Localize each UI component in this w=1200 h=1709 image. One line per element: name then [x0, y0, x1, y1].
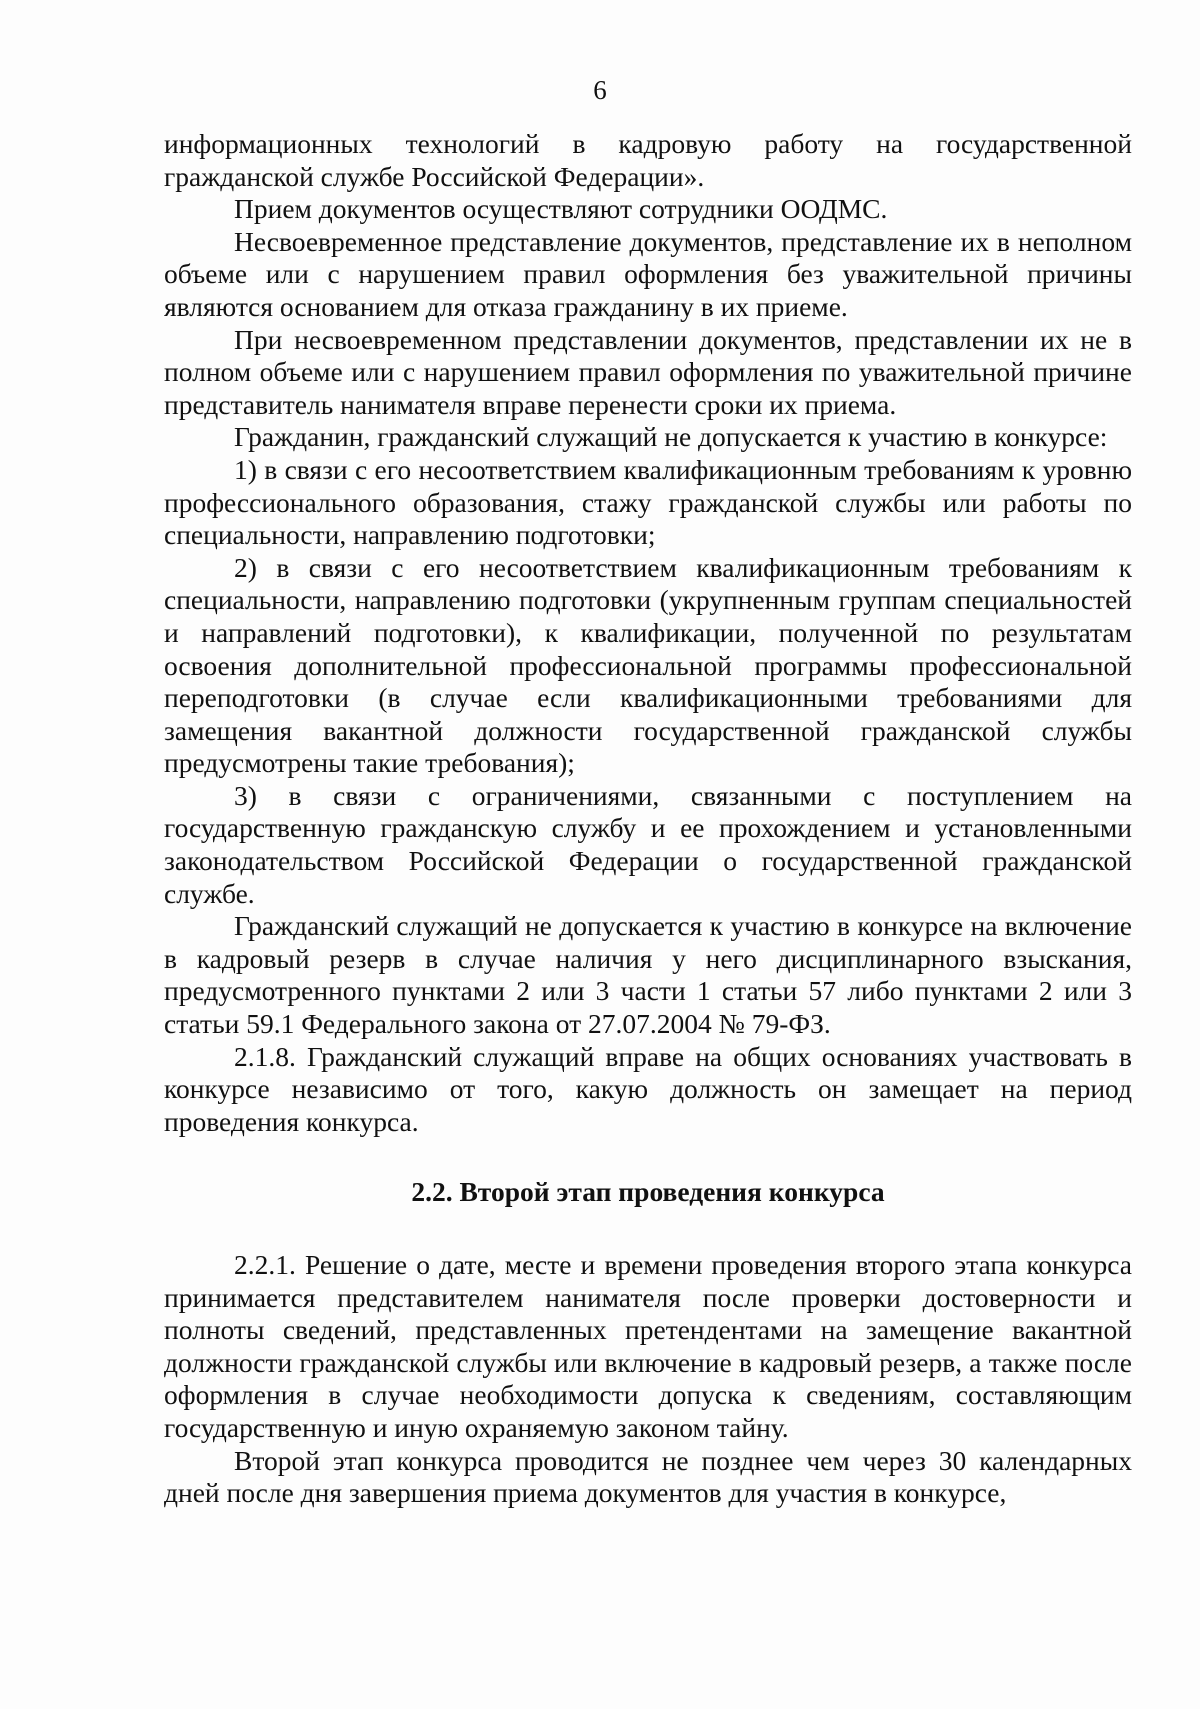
- spacer: [164, 1138, 1132, 1176]
- list-item-3: 3) в связи с ограничениями, связанными с поступлением на государственную гражданскую службу и ее прохождением и установленными законодательством Российской Федерации о государственной гражданской службе.: [164, 779, 1132, 909]
- list-item-1: 1) в связи с его несоответствием квалификационным требованиям к уровню профессионального образования, стажу гражданской службы или работы по специальности, направлению подготовки;: [164, 453, 1132, 551]
- paragraph-not-admitted: Гражданин, гражданский служащий не допускается к участию в конкурсе:: [234, 421, 1108, 453]
- paragraph-2-2-1: 2.2.1. Решение о дате, месте и времени проведения второго этапа конкурса принимается представителем нанимателя после проверки достоверности и полноты сведений, представленных претендентами на замещение вакантной должности гражданской службы или включение в кадровый резерв, а также после оформления в случае необходимости допуска к сведениям, составляющим государственную и иную охраняемую законом тайну.: [164, 1249, 1132, 1443]
- paragraph-second-stage-timing: Второй этап конкурса проводится не позднее чем через 30 календарных дней после дня завершения приема документов для участия в конкурсе,: [164, 1444, 1132, 1509]
- paragraph-document-reception: Прием документов осуществляют сотрудники ООДМС.: [234, 193, 888, 225]
- document-body: [164, 128, 1132, 1510]
- section-heading: 2.2. Второй этап проведения конкурса: [411, 1176, 885, 1208]
- list-item-2: 2) в связи с его несоответствием квалификационным требованиям к специальности, направлению подготовки (укрупненным группам специальностей и направлений подготовки), к квалификации, полученной по результатам освоения дополнительной профессиональной программы профессиональной переподготовки (в случае если квалификационными требованиями для замещения вакантной должности государственной гражданской службы предусмотрены такие требования);: [164, 551, 1132, 779]
- paragraph-2-1-8: 2.1.8. Гражданский служащий вправе на общих основаниях участвовать в конкурсе независимо от того, какую должность он замещает на период проведения конкурса.: [164, 1040, 1132, 1137]
- spacer: [164, 1209, 1132, 1249]
- paragraph-continuation: информационных технологий в кадровую работу на государственной гражданской службе Российской Федерации».: [164, 128, 1132, 192]
- paragraph-deadline-extension: При несвоевременном представлении документов, представлении их не в полном объеме или с нарушением правил оформления по уважительной причине представитель нанимателя вправе перенести сроки их приема.: [164, 323, 1132, 420]
- page-number: 6: [593, 75, 607, 105]
- paragraph-refusal-grounds: Несвоевременное представление документов, представление их в неполном объеме или с нарушением правил оформления без уважительной причины являются основанием для отказа гражданину в их приеме.: [164, 225, 1132, 322]
- paragraph-disciplinary: Гражданский служащий не допускается к участию в конкурсе на включение в кадровый резерв в случае наличия у него дисциплинарного взыскания, предусмотренного пунктами 2 или 3 части 1 статьи 57 либо пунктами 2 или 3 статьи 59.1 Федерального закона от 27.07.2004 № 79-ФЗ.: [164, 910, 1132, 1040]
